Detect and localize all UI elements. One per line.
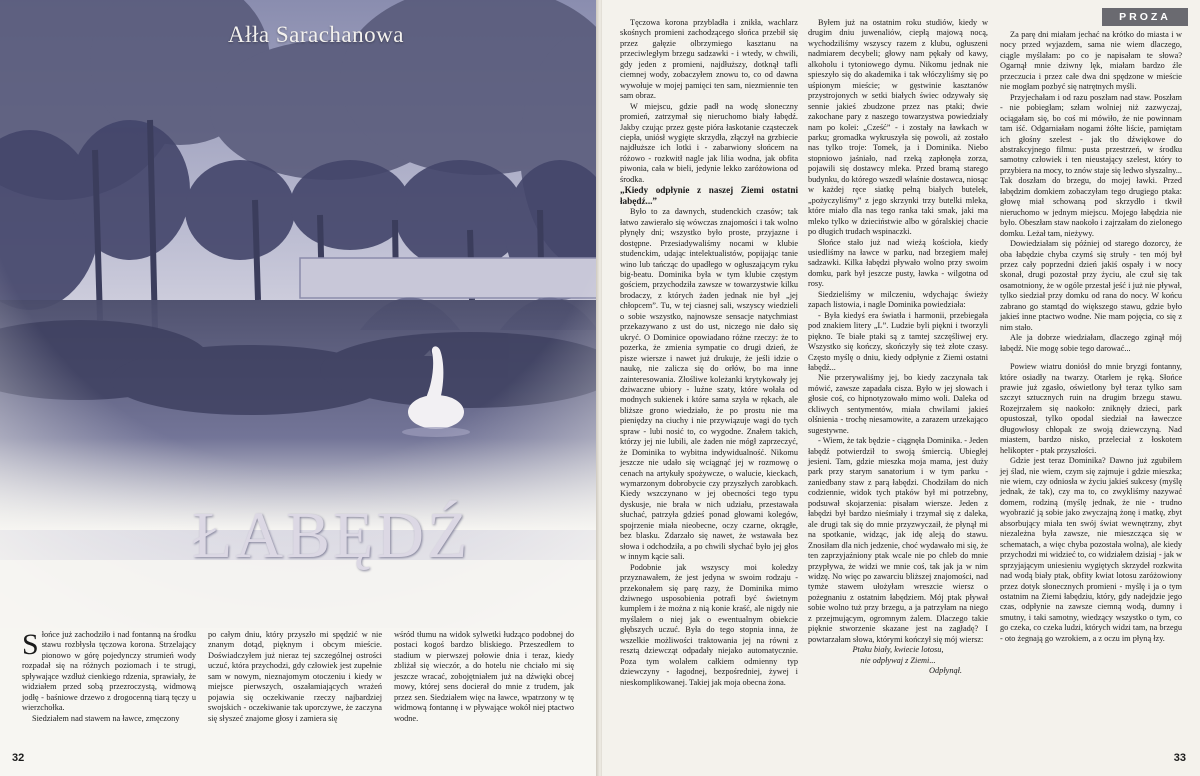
- author-name: Ałła Sarachanowa: [228, 22, 404, 47]
- paragraph: wśród tłumu na widok sylwetki łudząco podobnej do postaci kogoś bardzo bliskiego. Przeszedłem to stadium w pierwszej połowie dnia i teraz, kiedy zbliżał się wieczór, a do hotelu nie chciało mi się jeszcze wracać, zobojętniałem już na dźwięki obcej mowy, której sens docierał do mnie z trudem, jak przez sen. Siedziałem więc na ławce, wpatrzony w tę widmową fontannę i w pływające wokół niej ptactwo wodne.: [394, 630, 574, 723]
- paragraph: Siedzieliśmy w milczeniu, wdychając świeży zapach listowia, i nagle Dominika powiedziała:: [808, 289, 988, 310]
- paragraph: Za parę dni miałam jechać na krótko do miasta i w nocy przed wyjazdem, sama nie wiem dlaczego, ciągle myślałam: po co je napisałam te słowa? Ogarnął mnie dziwny lęk, miałam bardzo źle przeczucia i przez całe dwa dni spędzone w mieście nie mogłam pozbyć się natrętnych myśli.: [1000, 30, 1182, 92]
- section-break: [1000, 354, 1182, 362]
- article-title: ŁABĘDŹ: [192, 499, 471, 572]
- poem-line: Ptaku biały, kwiecie lotosu,: [852, 645, 944, 655]
- paragraph: - Była kiedyś era światła i harmonii, przebiegała pod znakiem litery „L”. Ludzie byli piękni i tworzyli piękno. Te białe ptaki są z tamtej szczęśliwej ery. Wszystko się kończy, skończyły się też złote czasy. Często myślę o dniu, kiedy odpłynie z Ziemi ostatni łabędź...: [808, 310, 988, 372]
- paragraph: Było to za dawnych, studenckich czasów; tak łatwo zawierało się wówczas znajomości i tak wolno płynęły dni; wszystko było proste, przyjazne i dostępne. Przesiadywaliśmy nocami w klubie studenckim, udając intelektualistów, popijając tanie wino lub tańcząc do upadłego w ogłuszającym ryku big-beatu. Dominika była w tym klubie częstym gościem, przychodziła zawsze w towarzystwie kilku brodaczy, z których żaden jednak nie był „jej chłopcem”. Tu, w tej ciasnej sali, wszyscy wiedzieli o sobie wszystko, najnowsze sensacje natychmiast przekazywano z ust do ust, niczego nie dało się ukryć. O Dominice opowiadano różne rzeczy: że to pozerka, że zmienia sympatie co drugi dzień, że pisze wiersze i nawet już drukuje, że jeśli idzie o naukę, nie zalicza się do orłów, bo ma inne zainteresowania. Złośliwe koleżanki krytykowały jej dziwaczne ubiory - luźne szaty, które wołała od modnych sukienek i które sama szyła w rękach, ale bliższe grono wiedziało, że po prostu nie ma pieniędzy na ciuchy i nie przywiązuje wagi do tych spraw - lubi nosić to, co wygodne. Znałem takich, którzy jej nie lubili, ale żaden nie mógł zaprzeczyć, że Dominika to wybitna indywidualność. Nikomu jeszcze nie udało się wciągnąć jej w rozmowę o cenach na artykuły spożywcze, o walucie, kieckach, wymarzonym dobrobycie czy przyszłych zarobkach. Kiedy wszczynano w jej obecności tego typu dyskusje, nie brała w nich udziału, przestawała słuchać, patrzyła gdzieś ponad głowami kolegów, spojrzenie miała nieobecne, oczy czarne, okrągłe, bez blasku. Zdarzało się nawet, że wstawała bez słowa i odchodziła, a po chwili słychać było jej głos w innym kącie sali.: [620, 207, 798, 562]
- paragraph: W miejscu, gdzie padł na wodę słoneczny promień, zatrzymał się nieruchomo biały łabędź. Jakby czując przez gęste pióra łaskotanie cząsteczek ciepła, uniósł wygięte skrzydła, złączył na grzbiecie najdłuższe ich lotki i - zabarwiony słońcem na różowo - rozkwitł nagle jak lilia wodna, jak obfita piwonia, cała w bieli, jedynie lekko zaróżowiona od środka.: [620, 101, 798, 184]
- paragraph: Siedziałem nad stawem na ławce, zmęczony: [32, 713, 180, 723]
- paragraph: Powiew wiatru doniósł do mnie bryzgi fontanny, które osiadły na twarzy. Otarłem je ręką. Słońce prawie już zgasło, oświetlony był teraz tylko sam szczyt sztucznych ruin na drugim brzegu stawu. Rozejrzałem się naokoło: zniknęły dzieci, park opustoszał, tylko opodal siedział na ławeczce długowłosy chłopak ze swoją dziewczyną. Nad miastem, bardzo nisko, przeleciał z łoskotem helikopter - ptak przyszłości.: [1000, 362, 1182, 455]
- paragraph: po całym dniu, który przyszło mi spędzić w nie znanym dotąd, pięknym i obcym mieście. Doświadczyłem już nieraz tej szczególnej ostrości uczuć, która przychodzi, gdy człowiek jest zupełnie sam w nowym, nieznajomym otoczeniu i kiedy w miejsce pierwszych, oszałamiających wrażeń pojawia się oczekiwanie rzeczy najbardziej swojskich - oczekiwanie tak uporczywe, że zaczyna się słyszeć znajome głosy i zamiera się: [208, 630, 382, 723]
- left-page: [0, 0, 598, 776]
- page-number-left: 32: [12, 752, 25, 764]
- paragraph: Dowiedziałam się później od starego dozorcy, że oba łabędzie chyba czymś się struły - ten mój był przez cały poprzedni dzień jakiś ospały i w nocy skonał, drugi pozostał przy życiu, ale czuł się tak osamotniony, że w ogóle przestał jeść i już nie pływał, tylko siedział przy domku od rana do nocy. W końcu zabrano go stamtąd do większego stawu, gdzie było jakieś inne ptactwo wodne. Nie mam pojęcia, co się z nim stało.: [1000, 239, 1182, 332]
- paragraph: Przyjechałam i od razu poszłam nad staw. Poszłam - nie pobiegłam; szłam wolniej niż zazwyczaj, ociągałam się, bo coś mi mówiło, że nie powinnam tam iść. Odgarniałam nogami żółte liście, pamiętam ich głośny szelest - jak tło dźwiękowe do abstrakcyjnego filmu: pusta przestrzeń, w środku samotny człowiek i ten nieustający szelest, który to przybiera na mocy, to znów staje się ledwo słyszalny... Tak doszłam do brzegu, do mojej ławki. Przed łabędzim domkiem zobaczyłam tego drugiego ptaka: głowę miał schowaną pod skrzydło i tkwił nieruchomo w jednym miejscu. Mojego łabędzia nie było. Obeszłam staw naokoło i zajrzałam do zielonego domku. Leżał tam, nieżywy.: [1000, 92, 1182, 238]
- paragraph: Tęczowa korona przybladła i znikła, wachlarz skośnych promieni zachodzącego słońca przebił się przez gałęzie olbrzymiego kasztanu na przeciwległym brzegu sadzawki - i wtedy, w chwili, gdy jeden z promieni, najdłuższy, dotknął tafli ciemnej wody, zobaczyłem znowu to, co od dawna wywołuje w mojej pamięci ten sam, niezmiennie ten sam obraz.: [620, 18, 798, 101]
- paragraph: - Wiem, że tak będzie - ciągnęła Dominika. - Jeden łabędź potwierdził to swoją śmiercią. Ubiegłej jesieni. Tam, gdzie mieszka moja mama, jest duży park przy starym sanatorium i w tym parku - zaniedbany staw z parą łabędzi. Chodziłam do nich codziennie, widok tych ptaków był mi potrzebny, podsuwał skojarzenia: pisałam wiersze. Jeden z łabędzi był bardzo nieśmiały i trzymał się z daleka, ale drugi tak się do mnie przyzwyczaił, że płynął mi na spotkanie, widząc, jak idę aleją do stawu. Znosiłam dla nich jedzenie, choć wydawało mi się, że ten zaprzyjaźniony ptak wcale nie po chleb do mnie przypływa, że widzi we mnie coś, tak jak ja w nim widzę. No więc po zawarciu bliższej znajomości, nad tymże stawem ułożyłam wreszcie wiersz o pożegnaniu z ostatnim łabędziem. Mój ptak pływał sobie wolno tuż przy brzegu, a ja patrzyłam na niego z przejmującym, ogromnym żalem. Dlaczego takie pięknie stworzenie skazane jest na zagładę? I powtarzałam słowa, którymi kończył się mój wiersz:: [808, 436, 988, 644]
- paragraph: Słońce stało już nad wieżą kościoła, kiedy usiedliśmy na ławce w parku, nad brzegiem małej sadzawki. Kilka łabędzi pływało wolno przy swoim domku, park był jeszcze pusty, ławka - wilgotna od rosy.: [808, 237, 988, 289]
- left-column-2: [208, 630, 382, 724]
- subheading: „Kiedy odpłynie z naszej Ziemi ostatni łabędź...”: [620, 185, 798, 207]
- page-number-right: 33: [1173, 752, 1186, 764]
- drop-cap: S: [22, 628, 39, 661]
- paragraph: Słońce już zachodziło i nad fontanną na środku stawu rozbłysła tęczowa korona. Strzelający pionowo w górę pojedynczy strumień wody rozpadał się na różnych poziomach i te strugi, spływające wzdłuż cienkiego rdzenia, sprawiały, że widziałem przed sobą przezroczystą, widmową jodłę - baśniowe drzewo z drogocenną tiarą tęczy u wierzchołka.: [22, 628, 196, 713]
- left-column-1: [22, 630, 196, 724]
- left-column-3: [394, 630, 574, 724]
- poem-signature: Odpłynął.: [929, 666, 962, 676]
- paragraph: Gdzie jest teraz Dominika? Dawno już zgubiłem jej ślad, nie wiem, czym się zajmuje i gdzie mieszka; nie wiem, czy odniosła w życiu jakieś sukcesy (myślę jednak, że tak), czy ma to, co zwykliśmy nazywać domem, rodziną (myślę jednak, że nie - trudno wyobrazić ją sobie jako zwyczajną żonę i matkę, zbyt absorbujący miała ten swój świat wewnętrzny, zbyt niezależna była zawsze, nie mieszcząca się w schematach, a więc chyba pozostała wolna), ale kiedy przychodzi mi widzieć to, co widziałem dzisiaj - jak w sprzyjającym uniesieniu wygiętych skrzydeł rozkwita nad wodą biały ptak, obfity kwiat lotosu zaróżowiony przez dotyk słonecznych promieni - myślę i ja o tym ostatnim na Ziemi łabędziu, który, gdy nadejdzie jego czas, odpłynie na zawsze ciemną wodą, dumny i smutny, i taki samotny, wiedzący wszystko o tym, co go czeka, co czeka ludzi, których widzi tam, na brzegu - oto żegnają go wzrokiem, a z oczu im płyną łzy.: [1000, 456, 1182, 643]
- poem-line: nie odpływaj z Ziemi...: [860, 655, 936, 665]
- right-column-1: [620, 18, 798, 688]
- right-page: [602, 0, 1200, 776]
- right-column-2: [808, 18, 988, 677]
- paragraph: Nie przerywaliśmy jej, bo kiedy zaczynała tak mówić, zawsze zapadała cisza. Było w jej słowach i głosie coś, co hipnotyzowało mimo woli. Daleka od ckliwych sentymentów, miała chwilami jakieś olśnienia - trochę niesamowite, a zarazem urzekająco sugestywne.: [808, 373, 988, 435]
- right-column-3: [1000, 30, 1182, 644]
- paragraph: Podobnie jak wszyscy moi koledzy przyznawałem, że jest jedyna w swoim rodzaju - przekonałem się parę razy, że Dominika mimo dziwnego usposobienia potrafi być świetnym kumplem i że można z nią konie kraść, ale nigdy nie myślałem o niej jak o ewentualnym obiekcie głębszych uczuć. Była do tego stopnia inna, że wszelkie możliwości traktowania jej na równi z resztą dziewcząt odpadały niejako automatycznie. Poza tym wolałem całkiem odmienny typ dziewczyny - łagodnej, bezpośredniej, żywej i nieskomplikowanej. Takiej jak moja obecna żona.: [620, 562, 798, 687]
- section-badge: PROZA: [1102, 8, 1188, 26]
- paragraph: Byłem już na ostatnim roku studiów, kiedy w drugim dniu juwenaliów, ciepłą majową nocą, wychodziliśmy wszyscy razem z klubu, ogłuszeni nadmiarem decybeli; głowy nam pękały od kawy, alkoholu i tytoniowego dymu. Nikomu jednak nie spieszyło się do akademika i tak włóczyliśmy się po uśpionym mieście; w gęstwinie kasztanów przystrojonych w setki białych świec odzywały się sennie jakieś zbudzone przez nas ptaki; dwie zakochane pary z naszego towarzystwa powiedziały nam po kolei: „Cześć” - i zostały na ławkach w parku; gromadka wykruszyła się powoli, aż zostało nas tylko troje: Tomek, ja i Dominika. Niebo stopniowo jaśniało, nad rzeką zapłonęła zorza, pojawili się dostawcy mleka. Przed bramą starego budynku, do którego wszedł właśnie dostawca, niosąc w każdej ręce siatkę pełną białych butelek, „pożyczyliśmy” z jego skrzynki trzy butelki mleka, które miało dla nas tego ranka taki smak, jaki ma mleko tylko w dzieciństwie albo w góralskiej chacie po długich trudach wspinaczki.: [808, 18, 988, 237]
- paragraph: Ale ja dobrze wiedziałam, dlaczego zginął mój łabędź. Nie mogę sobie tego darować...: [1000, 333, 1182, 353]
